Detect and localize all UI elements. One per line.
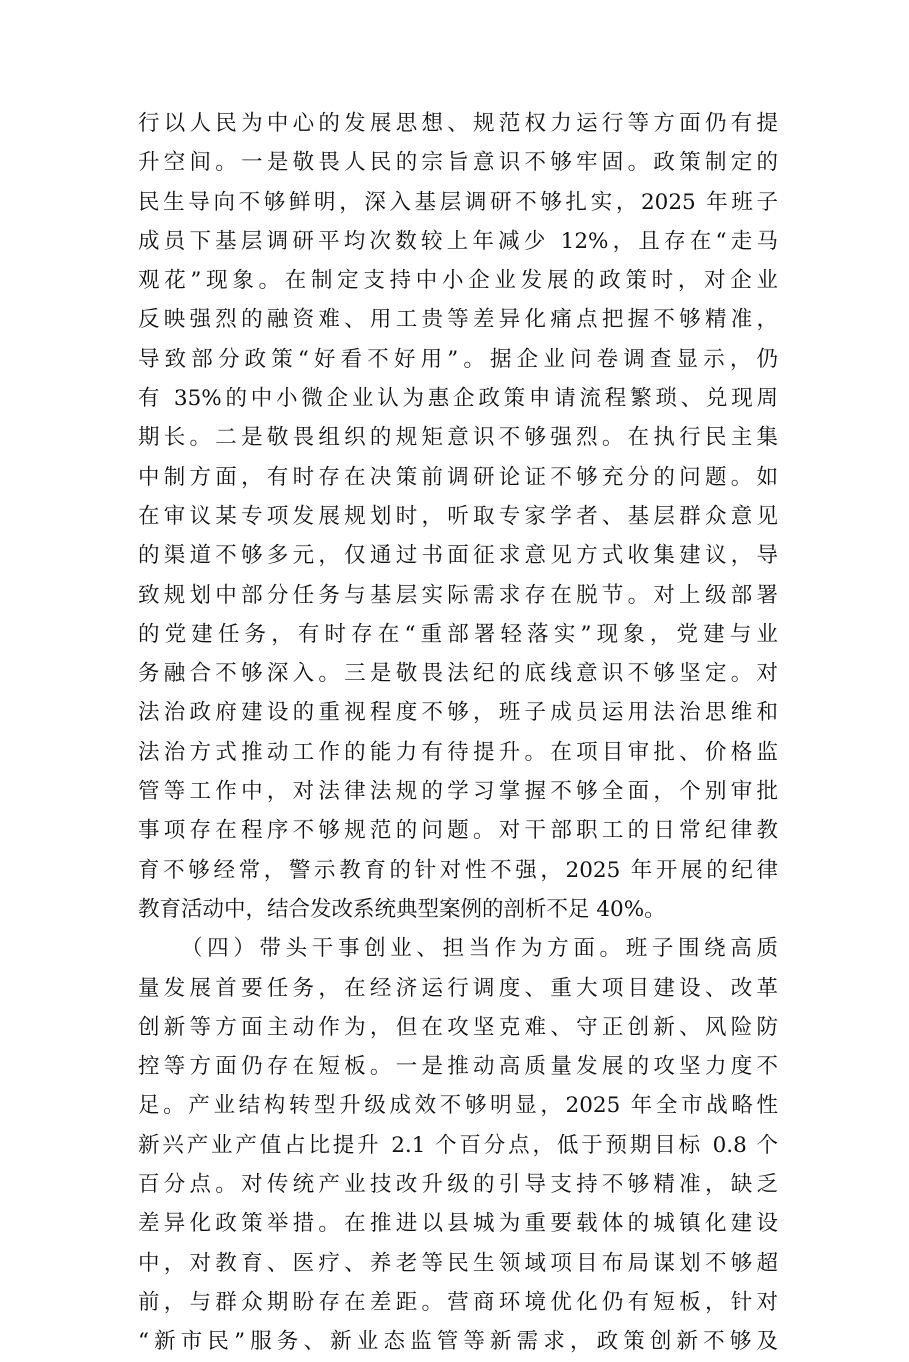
text-line: 法治方式推动工作的能力有待提升。在项目审批、价格监 [138, 739, 778, 765]
text-line: 控等方面仍存在短板。一是推动高质量发展的攻坚力度不 [138, 1054, 778, 1080]
text-line: 新兴产业产值占比提升 2.1 个百分点，低于预期目标 0.8 个 [138, 1132, 778, 1158]
text-line: 的渠道不够多元，仅通过书面征求意见方式收集建议，导 [138, 543, 778, 569]
text-line: 务融合不够深入。三是敬畏法纪的底线意识不够坚定。对 [138, 661, 778, 687]
text-line: 事项存在程序不够规范的问题。对干部职工的日常纪律教 [138, 818, 778, 844]
text-line: 导致部分政策“好看不好用”。据企业问卷调查显示，仍 [138, 346, 778, 372]
text-line: 致规划中部分任务与基层实际需求存在脱节。对上级部署 [138, 582, 778, 608]
text-line: 在审议某专项发展规划时，听取专家学者、基层群众意见 [138, 503, 778, 529]
text-line: 差异化政策举措。在推进以县城为重要载体的城镇化建设 [138, 1211, 778, 1237]
text-line: 民生导向不够鲜明，深入基层调研不够扎实，2025 年班子 [138, 189, 778, 215]
text-line: 有 35%的中小微企业认为惠企政策申请流程繁琐、兑现周 [138, 386, 778, 412]
text-line: 法治政府建设的重视程度不够，班子成员运用法治思维和 [138, 700, 778, 726]
text-line: 成员下基层调研平均次数较上年减少 12%，且存在“走马 [138, 228, 778, 254]
text-line: 反映强烈的融资难、用工贵等差异化痛点把握不够精准， [138, 307, 778, 333]
text-line: 足。产业结构转型升级成效不够明显，2025 年全市战略性 [138, 1093, 778, 1119]
body-text [138, 104, 778, 1362]
text-line: 行以人民为中心的发展思想、规范权力运行等方面仍有提 [138, 111, 778, 136]
text-line: 管等工作中，对法律法规的学习掌握不够全面，个别审批 [138, 779, 778, 805]
paragraph-end-line: 教育活动中，结合发改系统典型案例的剖析不足 40%。 [138, 896, 666, 922]
text-line: 中制方面，有时存在决策前调研论证不够充分的问题。如 [138, 464, 778, 490]
text-line: 前，与群众期盼存在差距。营商环境优化仍有短板，针对 [138, 1289, 778, 1315]
text-line: 中，对教育、医疗、养老等民生领域项目布局谋划不够超 [138, 1250, 778, 1276]
text-line: 期长。二是敬畏组织的规矩意识不够强烈。在执行民主集 [138, 425, 778, 451]
text-line: 升空间。一是敬畏人民的宗旨意识不够牢固。政策制定的 [138, 150, 778, 176]
text-line: 创新等方面主动作为，但在攻坚克难、守正创新、风险防 [138, 1014, 778, 1040]
text-line: 观花”现象。在制定支持中小企业发展的政策时，对企业 [138, 268, 778, 294]
text-line: 的党建任务，有时存在“重部署轻落实”现象，党建与业 [138, 621, 778, 647]
text-line: 量发展首要任务，在经济运行调度、重大项目建设、改革 [138, 975, 778, 1001]
text-line: 育不够经常，警示教育的针对性不强，2025 年开展的纪律 [138, 857, 778, 883]
section-heading-line: （四）带头干事创业、担当作为方面。班子围绕高质 [181, 936, 778, 962]
text-line: 百分点。对传统产业技改升级的引导支持不够精准，缺乏 [138, 1172, 778, 1198]
text-line: “新市民”服务、新业态监管等新需求，政策创新不够及 [138, 1329, 778, 1355]
